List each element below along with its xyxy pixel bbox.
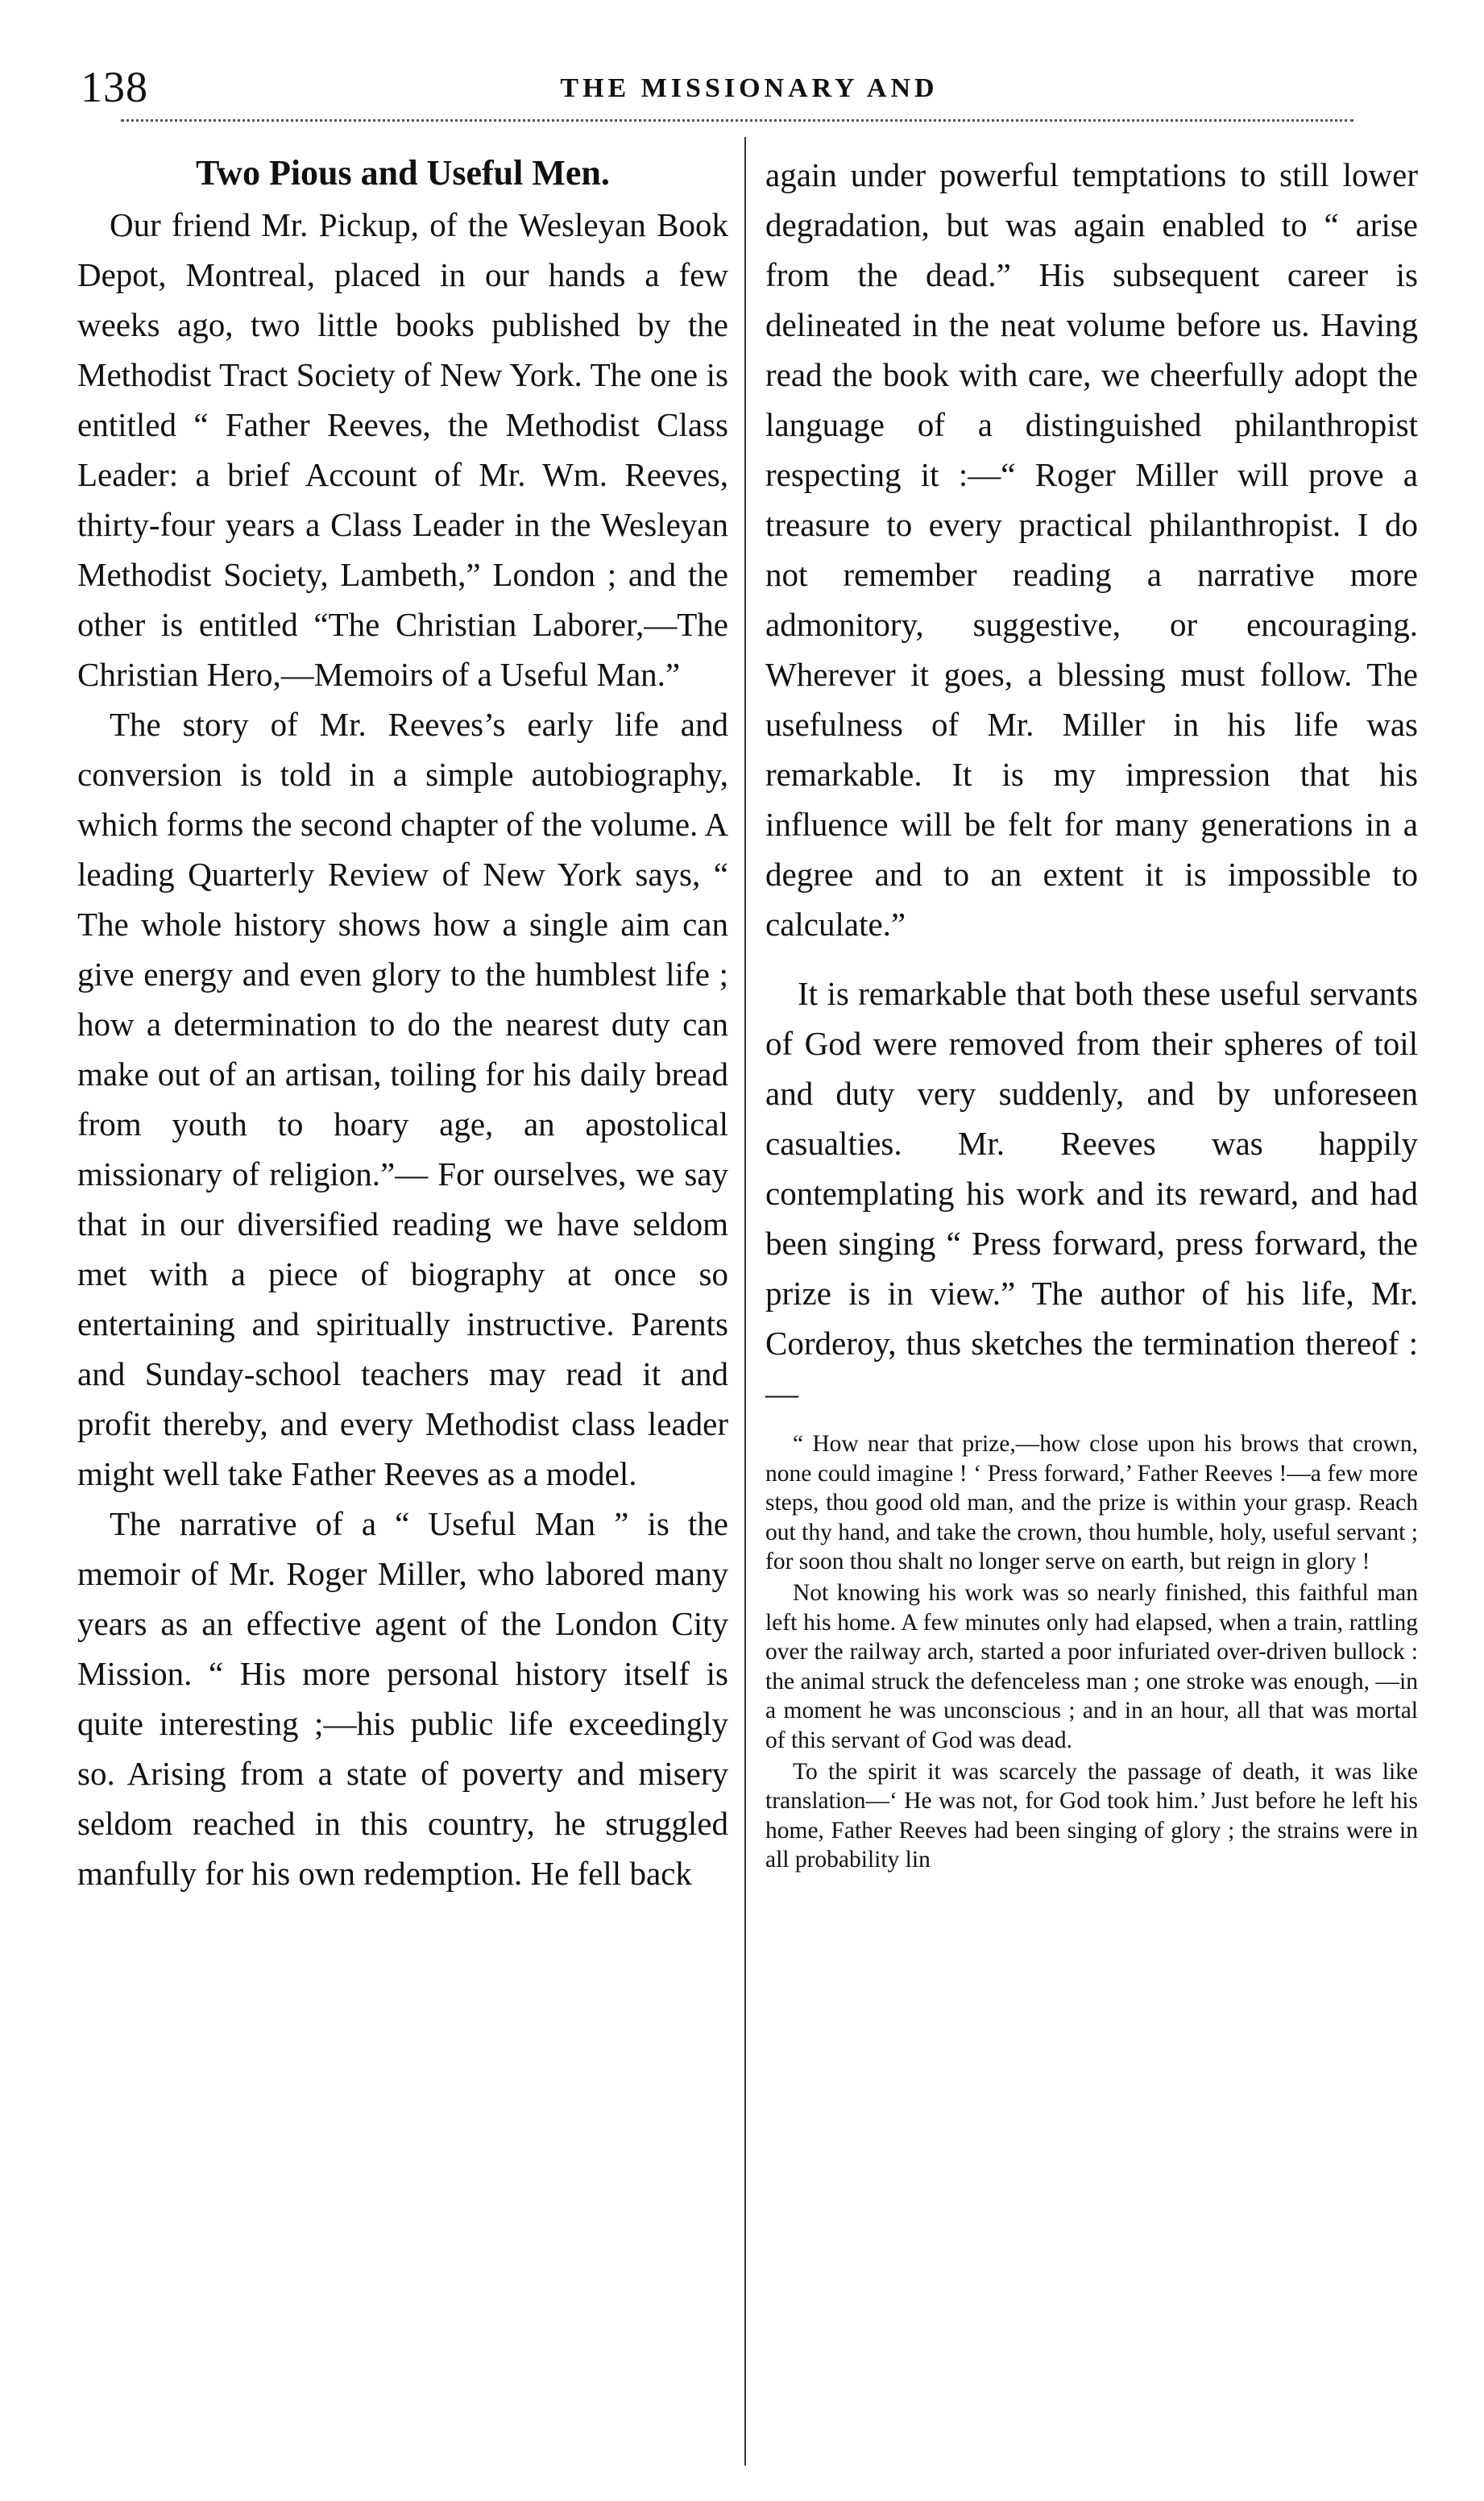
paragraph-miller-continued: again under powerful temptations to still lower degradation, but was again enabled to “ arise from the dead.” His subsequent career is delineated in the neat volume before us. Having read the book with care, we cheerfully adopt the language of a distinguished philanthropist respecting it :—“ Roger Miller will prove a treasure to every practical philanthropist. I do not remember reading a narrative more admonitory, suggestive, or encouraging. Wherever it goes, a blessing must follow. The usefulness of Mr. Miller in his life was remarkable. It is my impression that his influence will be felt for many generations in a degree and to an extent it is impossible to calculate.” xyxy=(765,156,1418,943)
paragraph-intro: Our friend Mr. Pickup, of the Wesleyan Book Depot, Montreal, placed in our hands a few weeks ago, two little books published by the Methodist Tract Society of New York. The one is entitled “ Father Reeves, the Methodist Class Leader: a brief Account of Mr. Wm. Reeves, thirty-four years a Class Leader in the Wesleyan Methodist Society, Lambeth,” London ; and the other is entitled “The Christian Laborer,—The Christian Hero,—Memoirs of a Useful Man.” xyxy=(77,206,728,693)
article-title: Two Pious and Useful Men. xyxy=(196,153,610,193)
column-divider xyxy=(744,137,746,2466)
paragraph-useful-man: The narrative of a “ Useful Man ” is the memoir of Mr. Roger Miller, who labored many years as an effective agent of the London City Mission. “ His more personal history itself is quite interesting ;—his public life exceedingly so. Arising from a state of poverty and misery seldom reached in this country, he struggled manfully for his own redemption. He fell back xyxy=(77,1505,728,1892)
page-header xyxy=(81,63,1418,111)
paragraph-gap xyxy=(765,949,1418,968)
quote-paragraph-prize: “ How near that prize,—how close upon his brows that crown, none could imagine ! ‘ Press forward,’ Father Reeves !—a few more steps, thou good old man, and the prize is within your grasp. Reach out thy hand, and take the crown, thou humble, holy, useful servant ; for soon thou shalt no longer serve on earth, but reign in glory ! xyxy=(765,1431,1418,1575)
quote-paragraph-translation: To the spirit it was scarcely the passage of death, it was like translation—‘ He was not, for God took him.’ Just before he left his home, Father Reeves had been singing of glory ; the strains were in all probability lin xyxy=(765,1758,1418,1873)
left-column xyxy=(77,150,728,1898)
right-column xyxy=(765,150,1418,1875)
paragraph-reeves-story: The story of Mr. Reeves’s early life and conversion is told in a simple autobiography, which forms the second chapter of the volume. A leading Quarterly Review of New York says, “ The whole history shows how a single aim can give energy and even glory to the humblest life ; how a determination to do the nearest duty can make out of an artisan, toiling for his daily bread from youth to hoary age, an apostolical missionary of religion.”— For ourselves, we say that in our diversified reading we have seldom met with a piece of biography at once so entertaining and spiritually instructive. Parents and Sunday-school teachers may read it and profit thereby, and every Methodist class leader might well take Father Reeves as a model. xyxy=(77,706,728,1492)
block-quote xyxy=(765,1429,1418,1875)
running-title: THE MISSIONARY AND xyxy=(560,73,939,103)
page-number: 138 xyxy=(81,63,148,111)
paragraph-removed-suddenly: It is remarkable that both these useful servants of God were removed from their spheres of toil and duty very suddenly, and by unforeseen casualties. Mr. Reeves was happily contemplating his work and its reward, and had been singing “ Press forward, press forward, the prize is in view.” The author of his life, Mr. Corderoy, thus sketches the termination thereof :— xyxy=(765,975,1418,1412)
quote-paragraph-accident: Not knowing his work was so nearly finished, this faithful man left his home. A few minutes only had elapsed, when a train, rattling over the railway arch, started a poor infuriated over-driven bullock : the animal struck the defenceless man ; one stroke was enough, —in a moment he was unconscious ; and in an hour, all that was mortal of this servant of God was dead. xyxy=(765,1579,1418,1753)
header-rule xyxy=(121,119,1353,122)
